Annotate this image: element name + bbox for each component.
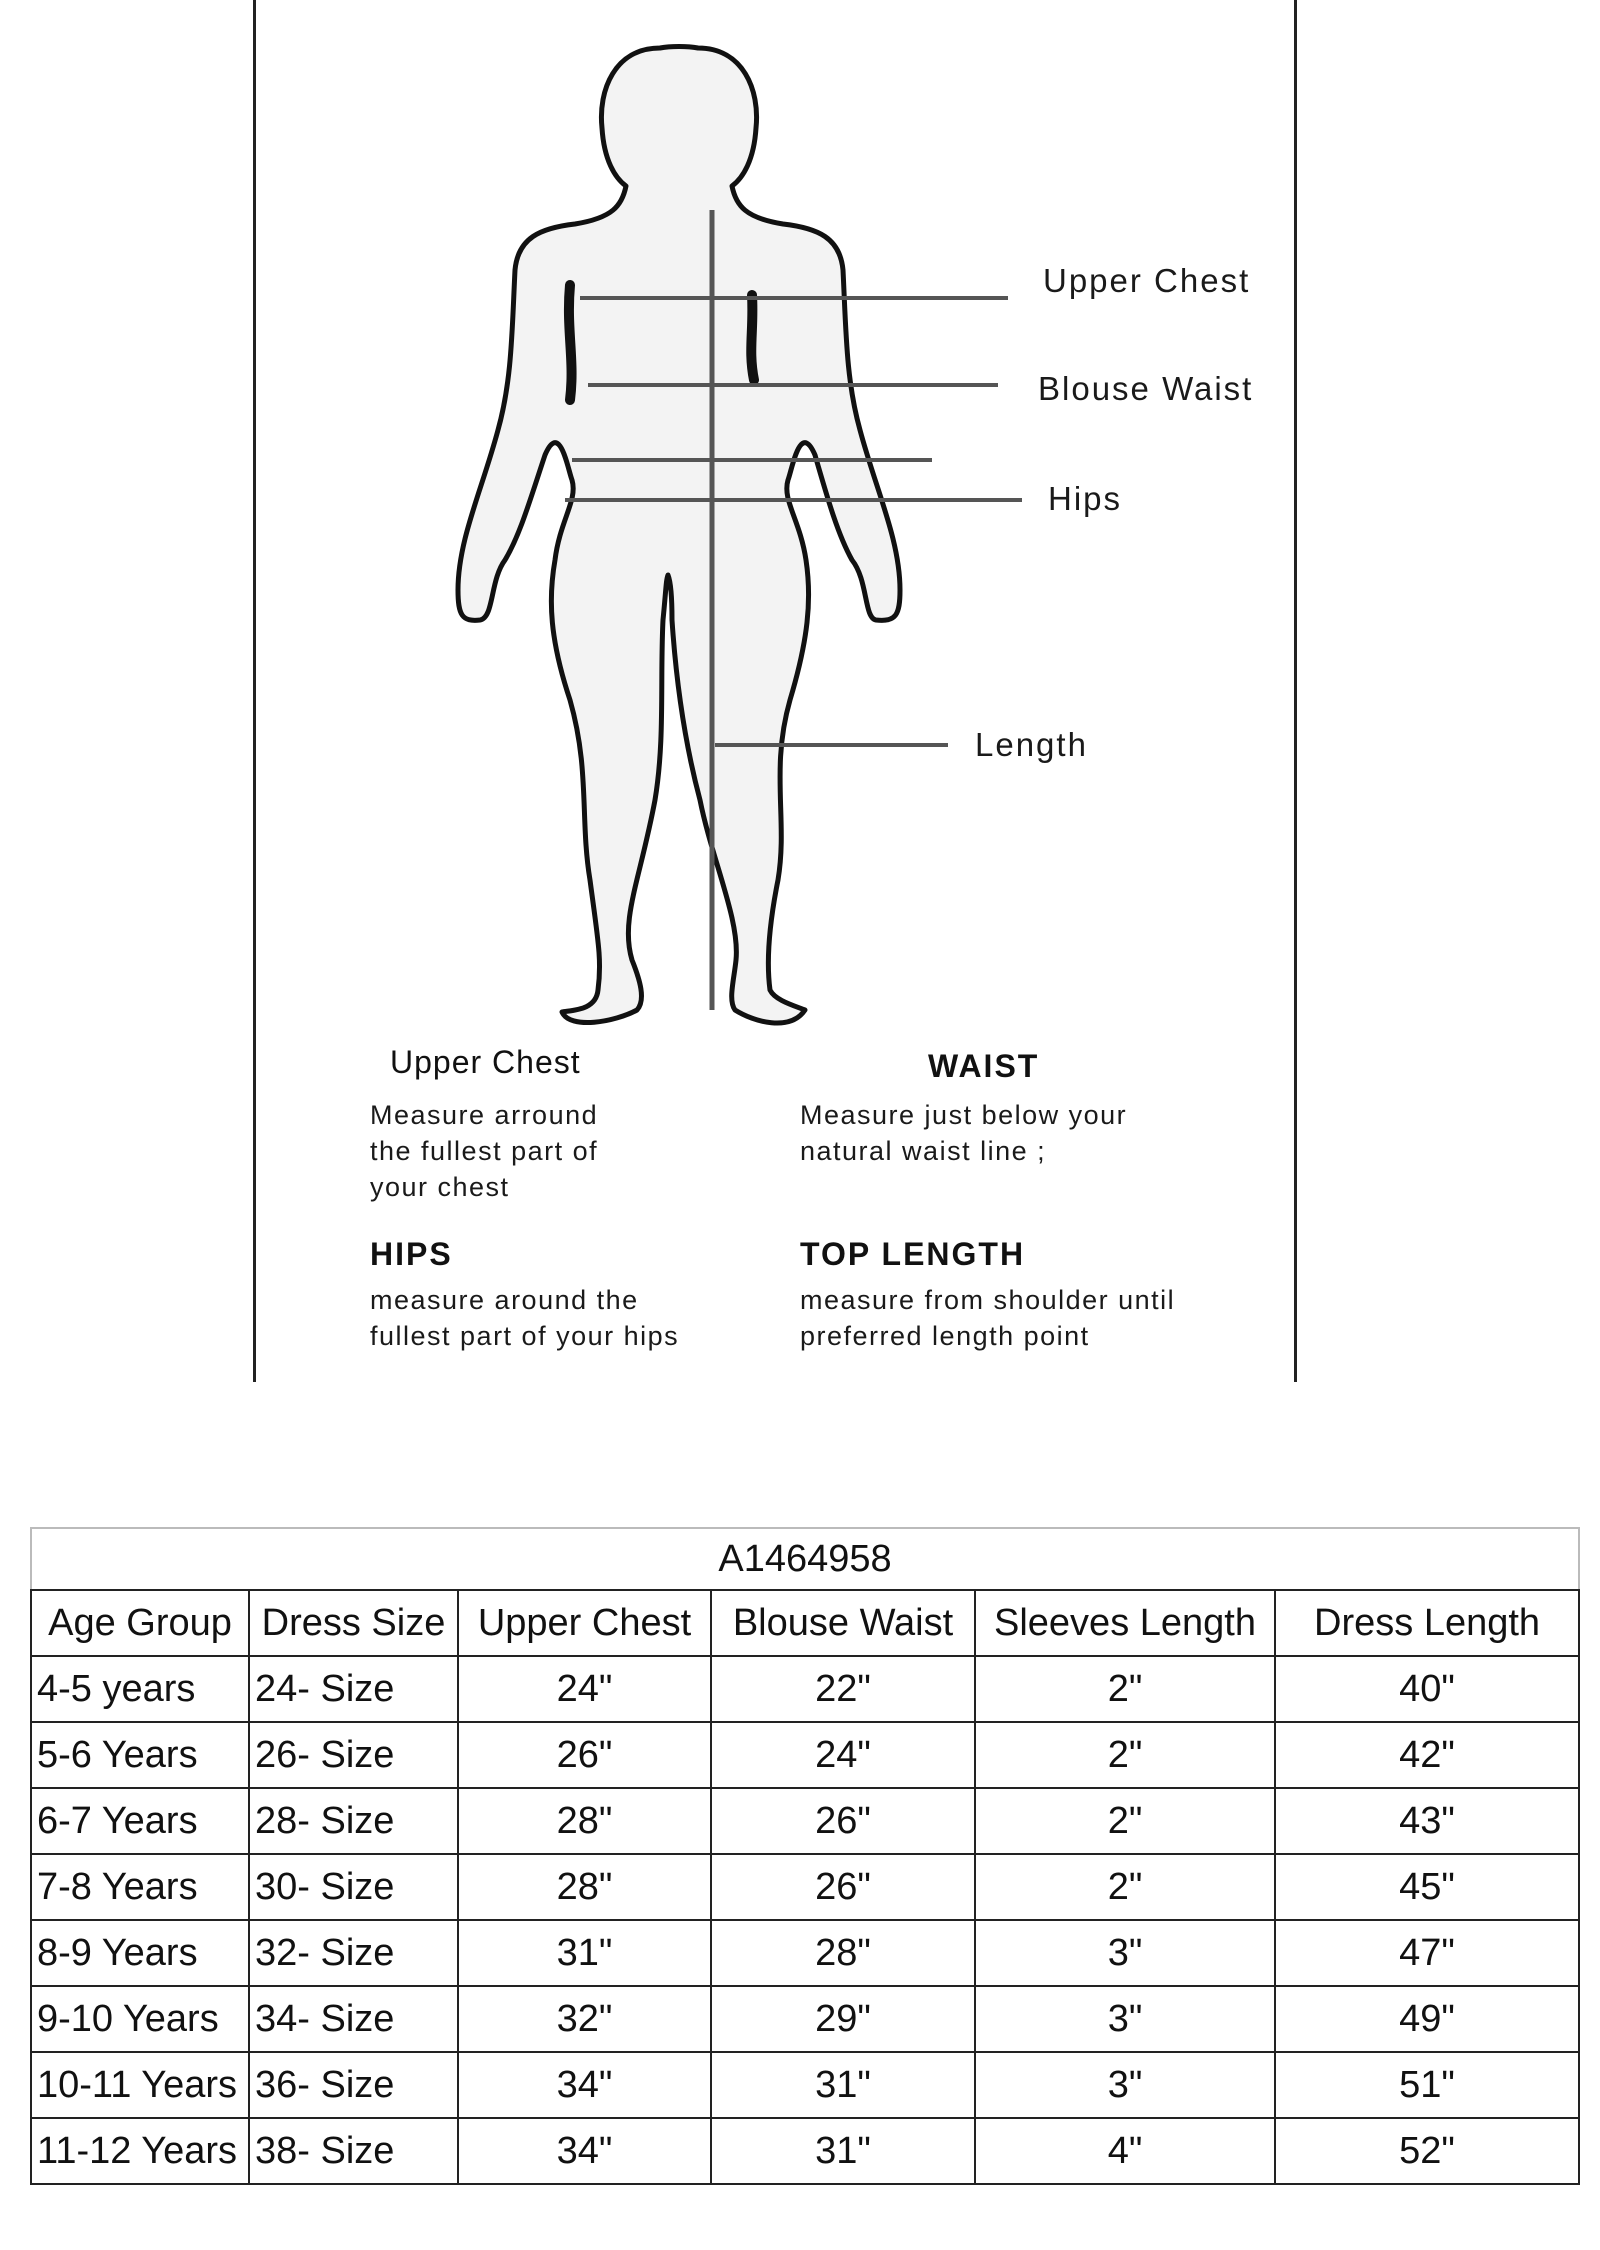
age-group-cell: 9-10 Years — [31, 1986, 249, 2052]
product-code-row — [31, 1528, 1579, 1590]
sleeves-length-cell: 3" — [975, 1986, 1275, 2052]
callout-upper-chest: Upper Chest — [1043, 262, 1251, 299]
blouse-waist-cell: 26" — [711, 1854, 975, 1920]
table-row — [31, 1788, 1579, 1854]
callout-hips: Hips — [1048, 480, 1123, 517]
top-length-description: measure from shoulder until preferred length point — [800, 1285, 1176, 1351]
header-blouse-waist: Blouse Waist — [711, 1590, 975, 1656]
header-upper-chest: Upper Chest — [458, 1590, 711, 1656]
upper-chest-cell: 32" — [458, 1986, 711, 2052]
blouse-waist-cell: 31" — [711, 2118, 975, 2184]
dress-size-cell: 36- Size — [249, 2052, 458, 2118]
header-dress-length: Dress Length — [1275, 1590, 1579, 1656]
blouse-waist-cell: 26" — [711, 1788, 975, 1854]
dress-size-cell: 38- Size — [249, 2118, 458, 2184]
upper-chest-cell: 26" — [458, 1722, 711, 1788]
hips-title: HIPS — [370, 1236, 453, 1272]
dress-size-cell: 26- Size — [249, 1722, 458, 1788]
dress-size-cell: 28- Size — [249, 1788, 458, 1854]
blouse-waist-cell: 22" — [711, 1656, 975, 1722]
top-length-title: TOP LENGTH — [800, 1236, 1026, 1272]
table-row — [31, 1920, 1579, 1986]
header-sleeves-length: Sleeves Length — [975, 1590, 1275, 1656]
sleeves-length-cell: 4" — [975, 2118, 1275, 2184]
table-row — [31, 2118, 1579, 2184]
sleeves-length-cell: 2" — [975, 1722, 1275, 1788]
dress-length-cell: 49" — [1275, 1986, 1579, 2052]
table-row — [31, 1986, 1579, 2052]
dress-size-cell: 32- Size — [249, 1920, 458, 1986]
sleeves-length-cell: 3" — [975, 2052, 1275, 2118]
age-group-cell: 6-7 Years — [31, 1788, 249, 1854]
dress-length-cell: 52" — [1275, 2118, 1579, 2184]
blouse-waist-cell: 31" — [711, 2052, 975, 2118]
age-group-cell: 5-6 Years — [31, 1722, 249, 1788]
dress-length-cell: 51" — [1275, 2052, 1579, 2118]
blouse-waist-cell: 29" — [711, 1986, 975, 2052]
header-dress-size: Dress Size — [249, 1590, 458, 1656]
table-row — [31, 1722, 1579, 1788]
dress-size-cell: 30- Size — [249, 1854, 458, 1920]
age-group-cell: 7-8 Years — [31, 1854, 249, 1920]
body-outline — [458, 47, 900, 1024]
blouse-waist-cell: 28" — [711, 1920, 975, 1986]
blouse-waist-cell: 24" — [711, 1722, 975, 1788]
sleeves-length-cell: 2" — [975, 1656, 1275, 1722]
table-row — [31, 2052, 1579, 2118]
age-group-cell: 10-11 Years — [31, 2052, 249, 2118]
callout-blouse-waist: Blouse Waist — [1038, 370, 1254, 407]
dress-length-cell: 45" — [1275, 1854, 1579, 1920]
upper-chest-cell: 34" — [458, 2118, 711, 2184]
size-chart-table — [30, 1527, 1580, 2185]
dress-size-cell: 34- Size — [249, 1986, 458, 2052]
sleeves-length-cell: 3" — [975, 1920, 1275, 1986]
dress-length-cell: 42" — [1275, 1722, 1579, 1788]
upper-chest-description: Measure arround the fullest part of your chest — [370, 1100, 599, 1202]
upper-chest-cell: 24" — [458, 1656, 711, 1722]
product-code: A1464958 — [31, 1528, 1579, 1590]
upper-chest-cell: 31" — [458, 1920, 711, 1986]
waist-description: Measure just below your natural waist line ; — [800, 1100, 1128, 1166]
table-row — [31, 1854, 1579, 1920]
dress-length-cell: 47" — [1275, 1920, 1579, 1986]
upper-chest-cell: 34" — [458, 2052, 711, 2118]
dress-size-cell: 24- Size — [249, 1656, 458, 1722]
header-row — [31, 1590, 1579, 1656]
age-group-cell: 8-9 Years — [31, 1920, 249, 1986]
sleeves-length-cell: 2" — [975, 1788, 1275, 1854]
age-group-cell: 11-12 Years — [31, 2118, 249, 2184]
waist-title: WAIST — [928, 1048, 1040, 1084]
dress-length-cell: 43" — [1275, 1788, 1579, 1854]
dress-length-cell: 40" — [1275, 1656, 1579, 1722]
hips-description: measure around the fullest part of your hips — [370, 1285, 680, 1351]
age-group-cell: 4-5 years — [31, 1656, 249, 1722]
upper-chest-title: Upper Chest — [390, 1044, 581, 1080]
table-row — [31, 1656, 1579, 1722]
upper-chest-cell: 28" — [458, 1854, 711, 1920]
upper-chest-cell: 28" — [458, 1788, 711, 1854]
header-age-group: Age Group — [31, 1590, 249, 1656]
sleeves-length-cell: 2" — [975, 1854, 1275, 1920]
callout-length: Length — [975, 726, 1088, 763]
